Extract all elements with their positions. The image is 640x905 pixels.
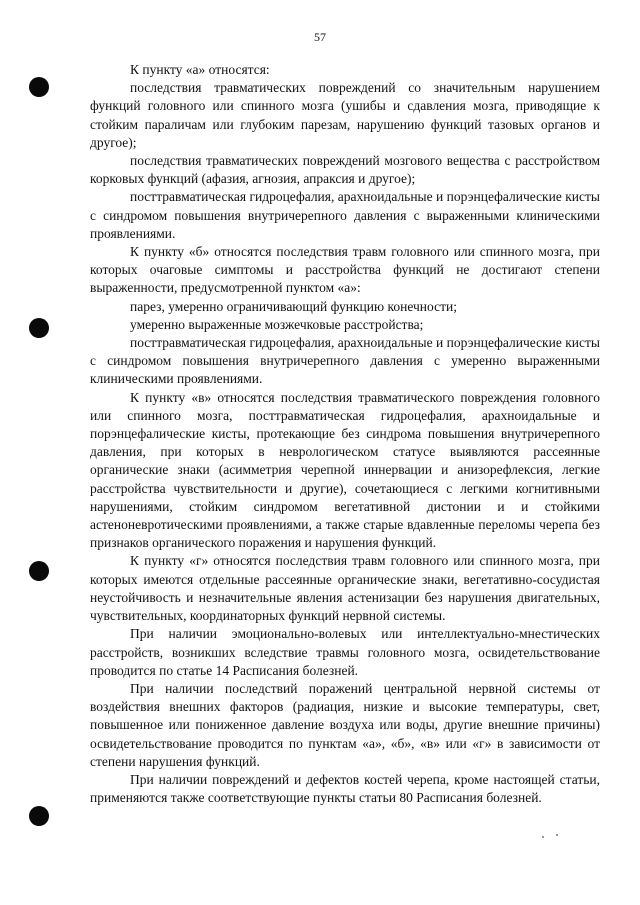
paragraph: К пункту «в» относятся последствия травматического повреждения головного или спинного мозга, посттравматическая гидроцефалия, арахноидальные и порэнцефалические кисты, протекающие без синдрома повышения внутричерепного давления, при которых в неврологическом статусе выявляются рассеянные органические знаки (асимметрия черепной иннервации и анизорефлексия, легкие расстройства чувствительности и другие), сочетающиеся с легкими когнитивными нарушениями, стойким синдромом вегетативной дистонии и и стойкими астеноневротическими проявлениями, а также старые вдавленные переломы черепа без признаков органического поражения и нарушения функций. <box>90 389 600 551</box>
paragraph: При наличии последствий поражений центральной нервной системы от воздействия внешних факторов (радиация, низкие и высокие температуры, свет, повышенное или пониженное давление воздуха или воды, другие внешние причины) освидетельствование проводится по пунктам «а», «б», «в» или «г» в зависимости от степени нарушения функций. <box>90 680 600 769</box>
paragraph: При наличии повреждений и дефектов костей черепа, кроме настоящей статьи, применяются также соответствующие пункты статьи 80 Расписания болезней. <box>90 771 600 806</box>
paragraph: умеренно выраженные мозжечковые расстройства; <box>130 316 424 332</box>
page-number: 57 <box>314 30 326 44</box>
paragraph: последствия травматических повреждений мозгового вещества с расстройством корковых функций (афазия, агнозия, апраксия и другое); <box>90 153 600 187</box>
paragraph: К пункту «г» относятся последствия травм головного или спинного мозга, при которых имеются отдельные рассеянные органические знаки, вегетативно-сосудистая неустойчивость и незначительные явления астенизации без нарушения двигательных, чувствительных, координаторных функций нервной системы. <box>90 553 600 624</box>
scan-speck <box>542 836 544 838</box>
punch-hole-4 <box>29 806 49 826</box>
paragraph: К пункту «а» относятся: <box>130 62 270 77</box>
document-text <box>90 61 600 807</box>
paragraph: парез, умеренно ограничивающий функцию конечности; <box>130 298 457 314</box>
punch-hole-1 <box>29 77 49 97</box>
punch-hole-2 <box>29 318 49 338</box>
paragraph: последствия травматических повреждений со значительным нарушением функций головного или спинного мозга (ушибы и сдавления мозга, приводящие к стойким параличам или глубоким парезам, нарушению функций тазовых органов и другое); <box>90 80 600 150</box>
paragraph: посттравматическая гидроцефалия, арахноидальные и порэнцефалические кисты с синдромом повышения внутричерепного давления с выраженными клиническими проявлениями. <box>90 189 600 241</box>
paragraph: При наличии эмоционально-волевых или интеллектуально-мнестических расстройств, возникших вследствие травмы головного мозга, освидетельствование проводится по статье 14 Расписания болезней. <box>90 626 600 678</box>
paragraph: посттравматическая гидроцефалия, арахноидальные и порэнцефалические кисты с синдромом повышения внутричерепного давления с умеренно выраженными клиническими проявлениями. <box>90 335 600 387</box>
scan-speck <box>556 834 558 836</box>
paragraph: К пункту «б» относятся последствия травм головного или спинного мозга, при которых очаговые симптомы и расстройства функций не достигают степени выраженности, предусмотренной пунктом «а»: <box>90 244 600 296</box>
punch-hole-3 <box>29 561 49 581</box>
